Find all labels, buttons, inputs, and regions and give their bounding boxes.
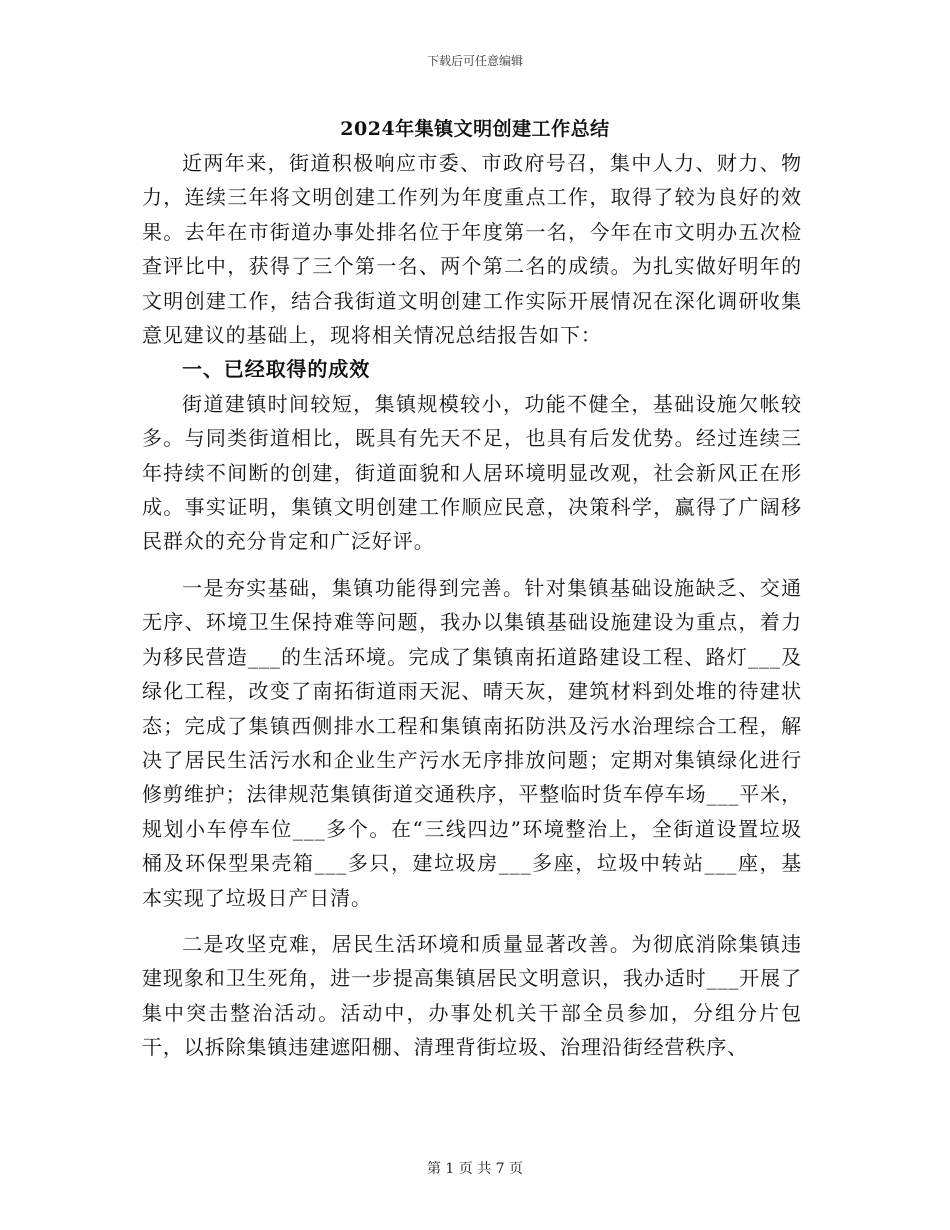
paragraph-intro: 近两年来，街道积极响应市委、市政府号召，集中人力、财力、物力，连续三年将文明创建工作列为年度重点工作，取得了较为良好的效果。去年在市街道办事处排名位于年度第一名，今年在市文明办五次检查评比中，获得了三个第一名、两个第二名的成绩。为扎实做好明年的文明创建工作，结合我街道文明创建工作实际开展情况在深化调研收集意见建议的基础上，现将相关情况总结报告如下： (142, 151, 802, 348)
page-number: 第 1 页 共 7 页 (426, 1161, 524, 1177)
document-body (142, 146, 802, 1065)
header-note: 下载后可任意编辑 (426, 54, 523, 68)
section-heading: 一、已经取得的成效 (182, 357, 371, 382)
paragraph-achievements: 街道建镇时间较短，集镇规模较小，功能不健全，基础设施欠帐较多。与同类街道相比，既具有先天不足，也具有后发优势。经过连续三年持续不间断的创建，街道面貌和人居环境明显改观，社会新风正在形成。事实证明，集镇文明创建工作顺应民意，决策科学，赢得了广阔移民群众的充分肯定和广泛好评。 (142, 391, 802, 554)
paragraph-environment: 二是攻坚克难，居民生活环境和质量显著改善。为彻底消除集镇违建现象和卫生死角，进一步提高集镇居民文明意识，我办适时___开展了集中突击整治活动。活动中，办事处机关干部全员参加，分组分片包干，以拆除集镇违建遮阳棚、清理背街垃圾、治理沿街经营秩序、 (142, 931, 802, 1060)
paragraph-foundation: 一是夯实基础，集镇功能得到完善。针对集镇基础设施缺乏、交通无序、环境卫生保持难等问题，我办以集镇基础设施建设为重点，着力为移民营造___的生活环境。完成了集镇南拓道路建设工程、路灯___及绿化工程，改变了南拓街道雨天泥、晴天灰，建筑材料到处堆的待建状态；完成了集镇西侧排水工程和集镇南拓防洪及污水治理综合工程，解决了居民生活污水和企业生产污水无序排放问题；定期对集镇绿化进行修剪维护；法律规范集镇街道交通秩序，平整临时货车停车场___平米，规划小车停车位___多个。在“三线四边”环境整治上，全街道设置垃圾桶及环保型果壳箱___多只，建垃圾房___多座，垃圾中转站___座，基本实现了垃圾日产日清。 (142, 575, 802, 910)
document-title: 2024年集镇文明创建工作总结 (340, 118, 610, 140)
